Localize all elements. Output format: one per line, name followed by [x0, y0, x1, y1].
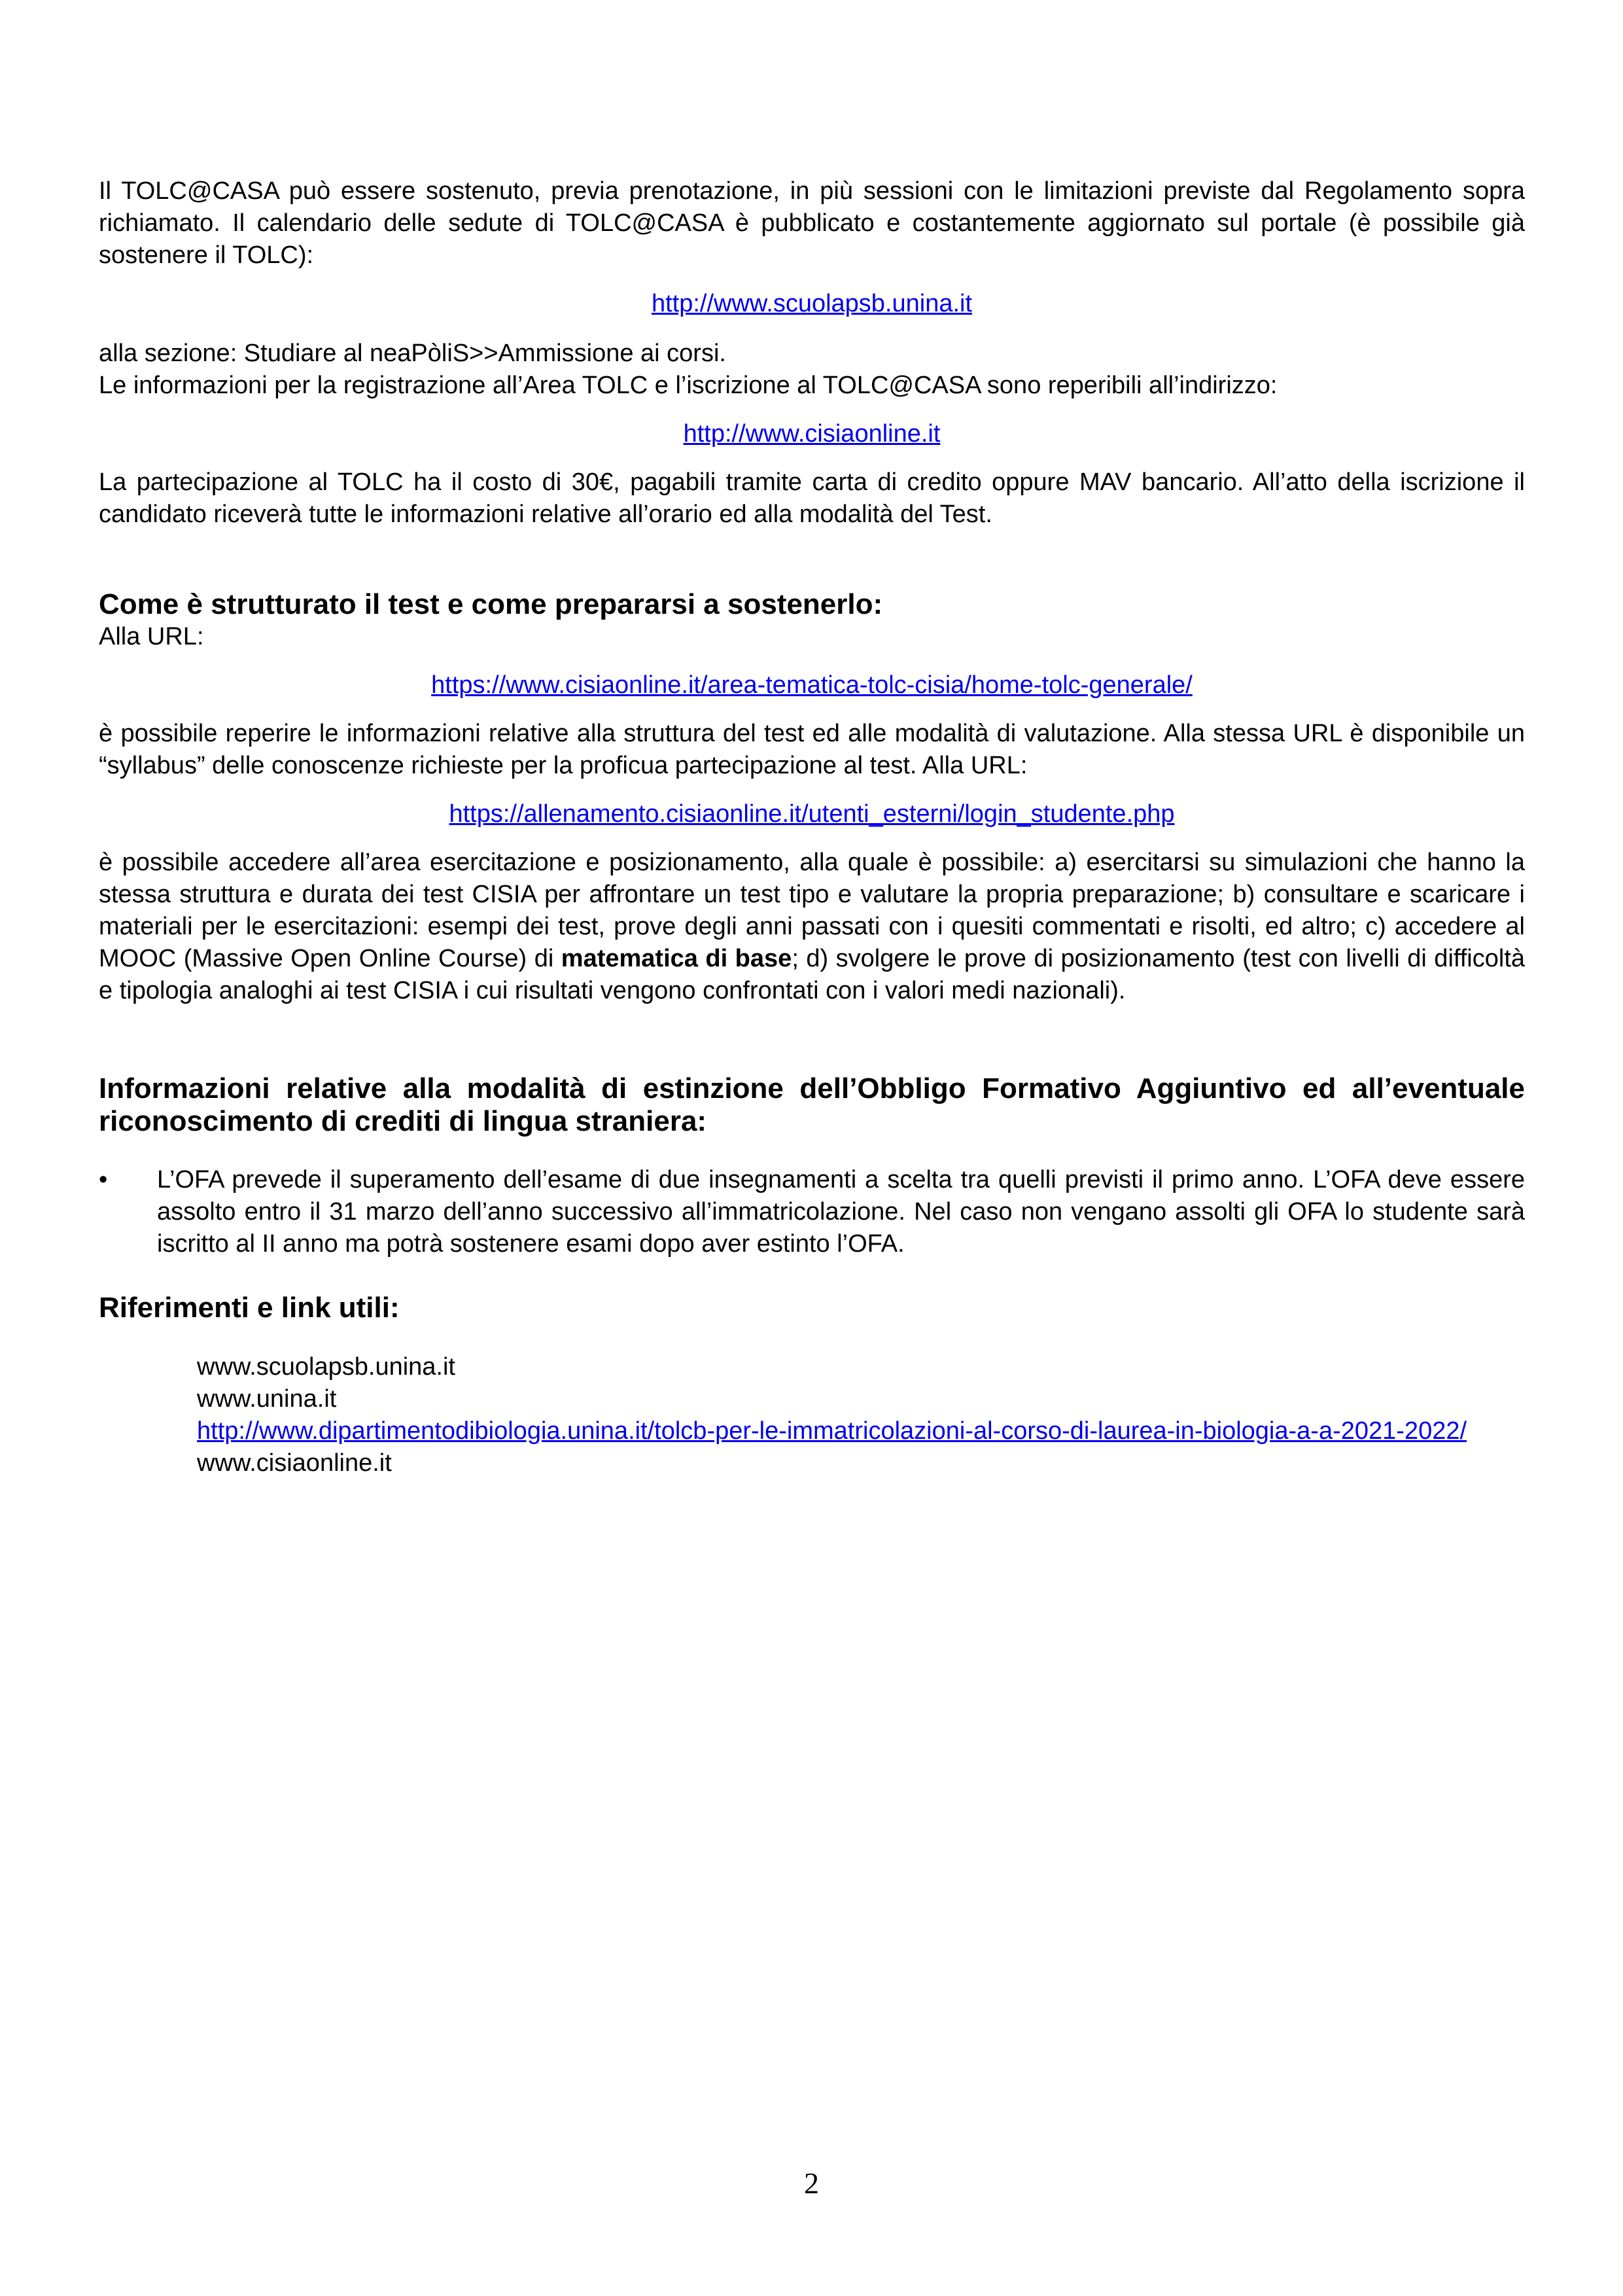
intro-paragraph-1: Il TOLC@CASA può essere sostenuto, previa prenotazione, in più sessioni con le limitazioni previste dal Regolamento sopra richiamato. Il calendario delle sedute di TOLC@CASA è pubblicato e costantemente aggiornato sul portale (è possibile già sostenere il TOLC):	[99, 177, 1525, 269]
ofa-bullet-text: L’OFA prevede il superamento dell’esame di due insegnamenti a scelta tra quelli previsti il primo anno. L’OFA deve essere assolto entro il 31 marzo dell’anno successivo all’immatricolazione. Nel caso non vengano assolti gli OFA lo studente sarà iscritto al II anno ma potrà sostenere esami dopo aver estinto l’OFA.	[157, 1166, 1525, 1258]
section-test-paragraph-3	[99, 847, 1525, 1007]
section-ofa-heading: Informazioni relative alla modalità di estinzione dell’Obbligo Formativo Aggiuntivo ed all’eventuale riconoscimento di crediti di lingua straniera:	[99, 1072, 1525, 1137]
matematica-di-base-bold: matematica di base	[561, 945, 792, 972]
tolc-generale-link-paragraph	[99, 669, 1525, 701]
reference-scuolapsb: www.scuolapsb.unina.it	[197, 1353, 455, 1381]
document-page	[99, 175, 1525, 1479]
allenamento-link[interactable]: https://allenamento.cisiaonline.it/utenti_esterni/login_studente.php	[449, 800, 1175, 828]
cisiaonline-link-paragraph	[99, 418, 1525, 450]
intro-paragraph-3: Le informazioni per la registrazione all’Area TOLC e l’iscrizione al TOLC@CASA sono reperibili all’indirizzo:	[99, 372, 1278, 399]
bullet-icon: •	[99, 1166, 108, 1193]
ofa-bullet-item	[99, 1164, 1525, 1260]
reference-dipartimento-paragraph	[197, 1415, 1525, 1447]
paragraph-3-text-start: è possibile accedere all’area esercitazione e posizionamento, alla quale è possibile: a) esercitarsi su simulazioni che hanno la stessa struttura e durata dei test CISIA per affrontare un test tipo e valutare la propria preparazione; b) consultare e scaricare i materiali per le esercitazioni: esempi dei test, prove degli anni passati con i quesiti commentati e risolti, ed altro; c) accedere al MOOC (Massive Open Online Course) di	[99, 849, 1525, 972]
intro-paragraph-4: La partecipazione al TOLC ha il costo di 30€, pagabili tramite carta di credito oppure MAV bancario. All’atto della iscrizione il candidato riceverà tutte le informazioni relative all’orario ed alla modalità del Test.	[99, 468, 1525, 528]
cisiaonline-link[interactable]: http://www.cisiaonline.it	[683, 420, 941, 448]
dipartimento-biologia-link[interactable]: http://www.dipartimentodibiologia.unina.it/tolcb-per-le-immatricolazioni-al-corso-di-laurea-in-biologia-a-a-2021-2022/	[197, 1417, 1467, 1445]
tolc-generale-link[interactable]: https://www.cisiaonline.it/area-tematica-tolc-cisia/home-tolc-generale/	[431, 671, 1193, 699]
allenamento-link-paragraph	[99, 798, 1525, 830]
section-test-paragraph-2: è possibile reperire le informazioni relative alla struttura del test ed alle modalità di valutazione. Alla stessa URL è disponibile un “syllabus” delle conoscenze richieste per la proficua partecipazione al test. Alla URL:	[99, 720, 1525, 779]
scuolapsb-link[interactable]: http://www.scuolapsb.unina.it	[651, 290, 973, 317]
page-number: 2	[804, 2166, 819, 2200]
reference-cisiaonline: www.cisiaonline.it	[197, 1449, 392, 1477]
section-test-paragraph-1: Alla URL:	[99, 623, 204, 650]
paragraph-3-text-end: ; d) svolgere le prove di posizionamento (test con livelli di difficoltà e tipologia analoghi ai test CISIA i cui risultati vengono confrontati con i valori medi nazionali).	[99, 945, 1526, 1004]
section-test-heading: Come è strutturato il test e come prepararsi a sostenerlo:	[99, 588, 883, 620]
reference-unina: www.unina.it	[197, 1385, 337, 1413]
scuolapsb-link-paragraph	[99, 288, 1525, 320]
section-refs-heading: Riferimenti e link utili:	[99, 1292, 400, 1324]
references-list	[197, 1351, 1525, 1479]
intro-paragraph-2: alla sezione: Studiare al neaPòliS>>Ammissione ai corsi.	[99, 340, 726, 367]
